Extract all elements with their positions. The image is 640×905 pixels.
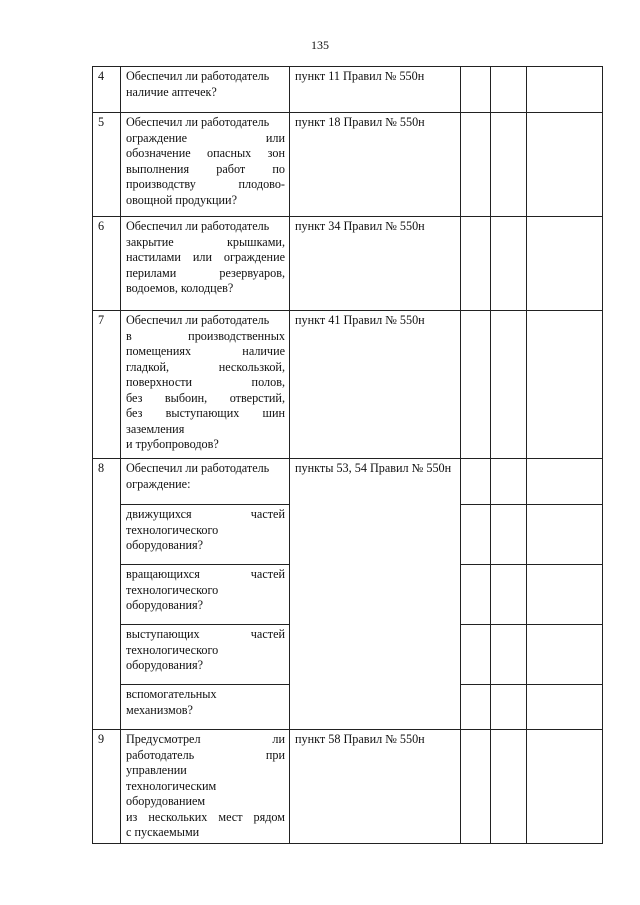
requirement-reference: пункты 53, 54 Правил № 550н bbox=[290, 459, 461, 730]
table-row bbox=[93, 217, 603, 311]
answer-no-cell[interactable] bbox=[491, 459, 527, 505]
requirement-reference: пункт 11 Правил № 550н bbox=[290, 67, 461, 113]
answer-yes-cell[interactable] bbox=[461, 505, 491, 565]
answer-no-cell[interactable] bbox=[491, 113, 527, 217]
requirement-reference: пункт 34 Правил № 550н bbox=[290, 217, 461, 311]
answer-na-cell[interactable] bbox=[527, 685, 603, 730]
answer-yes-cell[interactable] bbox=[461, 113, 491, 217]
answer-yes-cell[interactable] bbox=[461, 311, 491, 459]
requirement-reference: пункт 18 Правил № 550н bbox=[290, 113, 461, 217]
answer-yes-cell[interactable] bbox=[461, 67, 491, 113]
answer-no-cell[interactable] bbox=[491, 505, 527, 565]
answer-na-cell[interactable] bbox=[527, 311, 603, 459]
answer-no-cell[interactable] bbox=[491, 625, 527, 685]
question-cell: вращающихся частей технологического оборудования? bbox=[121, 565, 290, 625]
question-cell: движущихся частей технологического оборудования? bbox=[121, 505, 290, 565]
checklist-table bbox=[92, 66, 603, 844]
row-number: 4 bbox=[93, 67, 121, 113]
answer-na-cell[interactable] bbox=[527, 217, 603, 311]
answer-yes-cell[interactable] bbox=[461, 459, 491, 505]
row-number: 7 bbox=[93, 311, 121, 459]
question-cell: Обеспечил ли работодатель ограждение или обозначение опасных зон выполнения работ по производству плодово- овощной продукции? bbox=[121, 113, 290, 217]
requirement-reference: пункт 41 Правил № 550н bbox=[290, 311, 461, 459]
question-cell: Обеспечил ли работодатель ограждение: bbox=[121, 459, 290, 505]
question-cell: Обеспечил ли работодатель наличие аптечек? bbox=[121, 67, 290, 113]
answer-na-cell[interactable] bbox=[527, 459, 603, 505]
answer-no-cell[interactable] bbox=[491, 311, 527, 459]
table-row bbox=[93, 113, 603, 217]
answer-yes-cell[interactable] bbox=[461, 565, 491, 625]
table-row bbox=[93, 459, 603, 505]
answer-na-cell[interactable] bbox=[527, 625, 603, 685]
requirement-reference: пункт 58 Правил № 550н bbox=[290, 730, 461, 844]
answer-na-cell[interactable] bbox=[527, 565, 603, 625]
answer-no-cell[interactable] bbox=[491, 217, 527, 311]
row-number: 6 bbox=[93, 217, 121, 311]
answer-yes-cell[interactable] bbox=[461, 625, 491, 685]
answer-yes-cell[interactable] bbox=[461, 730, 491, 844]
answer-no-cell[interactable] bbox=[491, 730, 527, 844]
table-row bbox=[93, 67, 603, 113]
question-cell: Предусмотрел ли работодатель при управлении технологическим оборудованием из нескольких мест рядом с пускаемыми bbox=[121, 730, 290, 844]
answer-na-cell[interactable] bbox=[527, 505, 603, 565]
answer-no-cell[interactable] bbox=[491, 565, 527, 625]
answer-yes-cell[interactable] bbox=[461, 685, 491, 730]
question-cell: вспомогательных механизмов? bbox=[121, 685, 290, 730]
answer-no-cell[interactable] bbox=[491, 67, 527, 113]
page-number: 135 bbox=[311, 38, 329, 52]
question-cell: Обеспечил ли работодатель в производственных помещениях наличие гладкой, нескользкой, поверхности полов, без выбоин, отверстий, без выступающих шин заземления и трубопроводов? bbox=[121, 311, 290, 459]
table-row bbox=[93, 311, 603, 459]
row-number: 8 bbox=[93, 459, 121, 730]
row-number: 5 bbox=[93, 113, 121, 217]
question-cell: Обеспечил ли работодатель закрытие крышками, настилами или ограждение перилами резервуаров, водоемов, колодцев? bbox=[121, 217, 290, 311]
answer-na-cell[interactable] bbox=[527, 730, 603, 844]
answer-na-cell[interactable] bbox=[527, 113, 603, 217]
question-cell: выступающих частей технологического оборудования? bbox=[121, 625, 290, 685]
answer-no-cell[interactable] bbox=[491, 685, 527, 730]
table-row bbox=[93, 730, 603, 844]
answer-yes-cell[interactable] bbox=[461, 217, 491, 311]
answer-na-cell[interactable] bbox=[527, 67, 603, 113]
row-number: 9 bbox=[93, 730, 121, 844]
